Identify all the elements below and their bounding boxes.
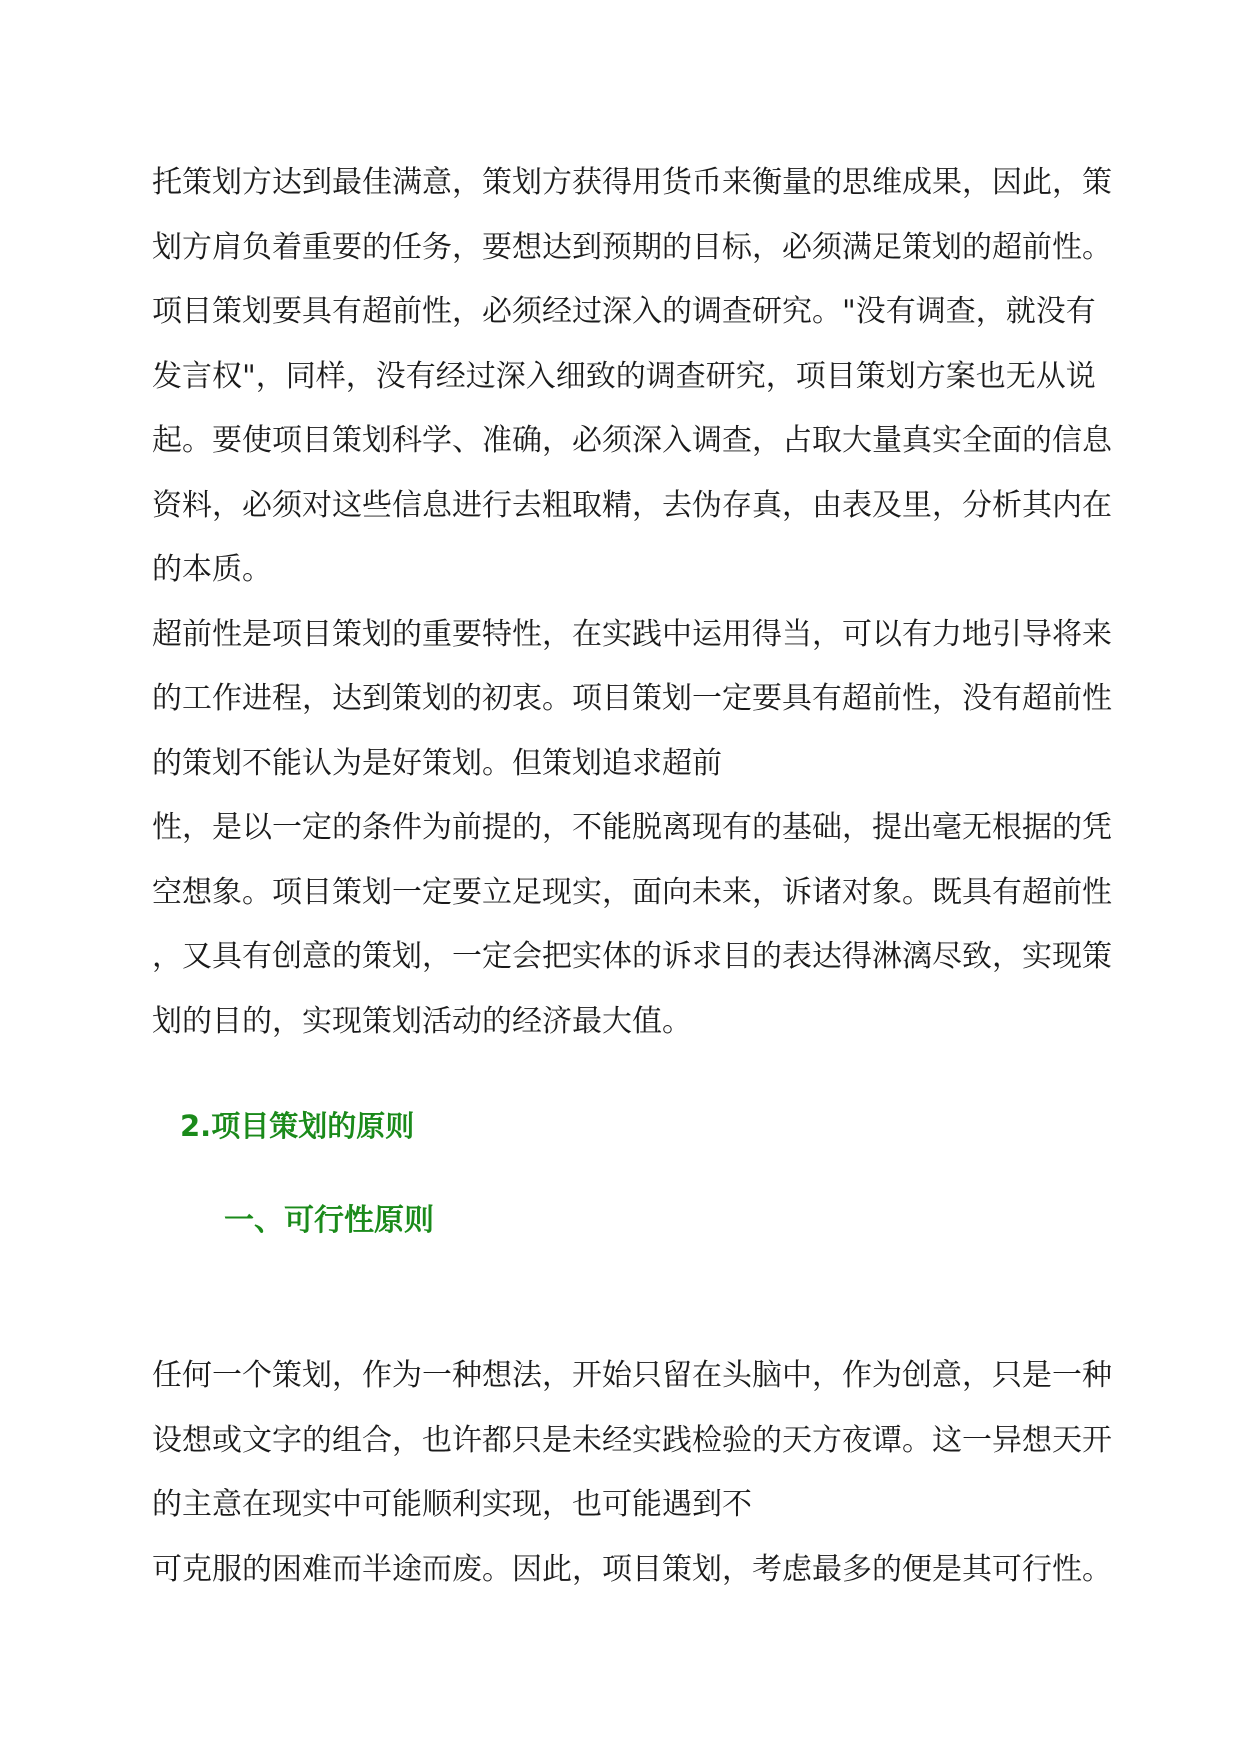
- section-heading: 2.项目策划的原则: [180, 1109, 415, 1143]
- paragraph-line: 的主意在现实中可能顺利实现，也可能遇到不: [152, 1487, 752, 1522]
- paragraph-line: 的策划不能认为是好策划。但策划追求超前: [152, 746, 722, 781]
- paragraph-line: 托策划方达到最佳满意，策划方获得用货币来衡量的思维成果，因此，策: [152, 165, 1112, 200]
- paragraph-line: 项目策划要具有超前性，必须经过深入的调查研究。"没有调查，就没有: [152, 294, 1096, 329]
- subsection-heading: 一、可行性原则: [224, 1203, 434, 1238]
- paragraph-line: 任何一个策划，作为一种想法，开始只留在头脑中，作为创意，只是一种: [152, 1358, 1112, 1393]
- paragraph-line: 性，是以一定的条件为前提的，不能脱离现有的基础，提出毫无根据的凭: [152, 810, 1112, 845]
- paragraph-line: 超前性是项目策划的重要特性，在实践中运用得当，可以有力地引导将来: [152, 617, 1112, 652]
- paragraph-line: 的工作进程，达到策划的初衷。项目策划一定要具有超前性，没有超前性: [152, 681, 1112, 716]
- paragraph-line: 划方肩负着重要的任务，要想达到预期的目标，必须满足策划的超前性。: [152, 230, 1112, 265]
- paragraph-line: 起。要使项目策划科学、准确，必须深入调查，占取大量真实全面的信息: [152, 423, 1112, 458]
- paragraph-line: 空想象。项目策划一定要立足现实，面向未来，诉诸对象。既具有超前性: [152, 875, 1112, 910]
- paragraph-line: 可克服的困难而半途而废。因此，项目策划，考虑最多的便是其可行性。: [152, 1552, 1112, 1587]
- paragraph-line: 的本质。: [152, 552, 272, 587]
- paragraph-line: 划的目的，实现策划活动的经济最大值。: [152, 1004, 692, 1039]
- paragraph-line: 发言权"，同样，没有经过深入细致的调查研究，项目策划方案也无从说: [152, 359, 1096, 394]
- paragraph-line: 资料，必须对这些信息进行去粗取精，去伪存真，由表及里，分析其内在: [152, 488, 1112, 523]
- paragraph-line: ，又具有创意的策划，一定会把实体的诉求目的表达得淋漓尽致，实现策: [152, 939, 1112, 974]
- paragraph-line: 设想或文字的组合，也许都只是未经实践检验的天方夜谭。这一异想天开: [152, 1423, 1112, 1458]
